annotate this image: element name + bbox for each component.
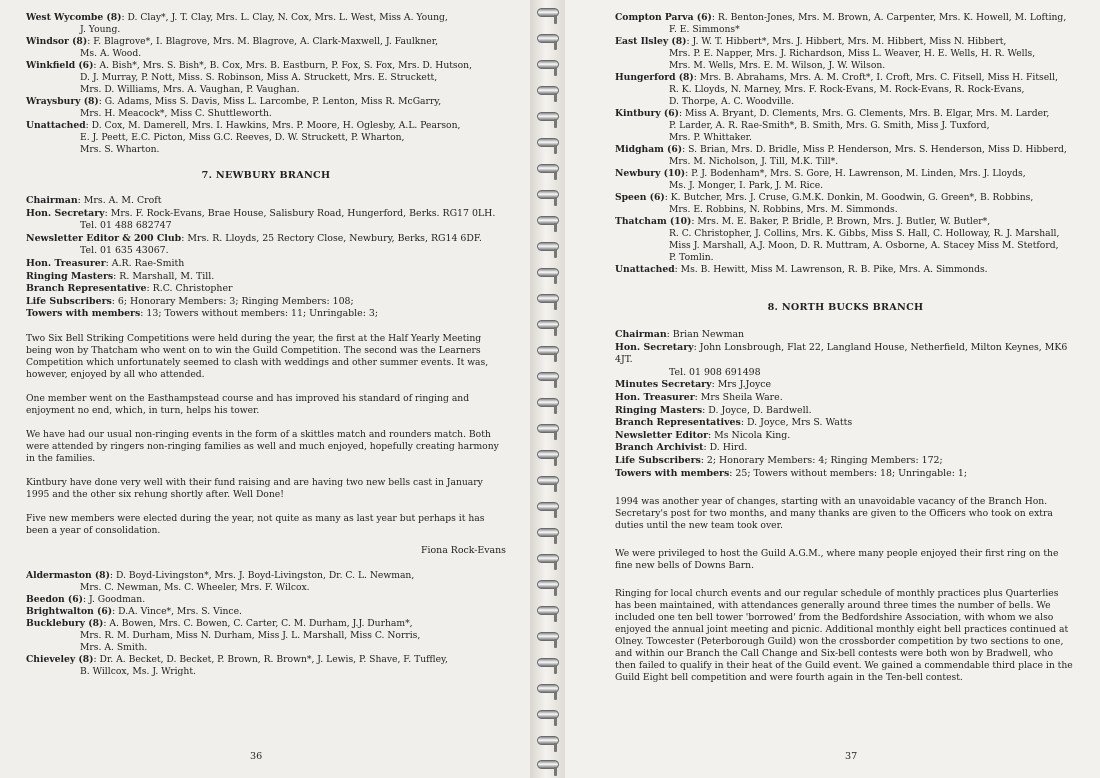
- binding-coil-icon: [537, 684, 559, 693]
- left-bottom-entries: [26, 570, 506, 678]
- tower-members-cont: Mrs. H. Meacock*, Miss C. Shuttleworth.: [80, 108, 272, 119]
- tower-members-cont: D. Thorpe, A. C. Woodville.: [669, 96, 795, 107]
- officer-label: Ringing Masters: [615, 404, 703, 416]
- officer-label: Life Subscribers: [615, 454, 701, 466]
- tower-members: : A. Bish*, Mrs. S. Bish*, B. Cox, Mrs. B. Eastburn, P. Fox, S. Fox, Mrs. D. Hutson,: [93, 60, 473, 71]
- officer-value: : Mrs. F. Rock-Evans, Brae House, Salisbury Road, Hungerford, Berks. RG17 0LH.: [104, 207, 496, 219]
- binding-coil-icon: [537, 112, 559, 121]
- tower-name: Aldermaston (8): [26, 569, 110, 581]
- officer-value: : 13; Towers without members: 11; Unringable: 3;: [140, 308, 378, 320]
- officer-value: : 25; Towers without members: 18; Unringable: 1;: [729, 467, 967, 479]
- tower-name: Windsor (8): [26, 36, 88, 47]
- officer-label: Newsletter Editor: [615, 429, 709, 441]
- report-paragraph: 1994 was another year of changes, starting with an unavoidable vacancy of the Branch Hon. Secretary's post for two months, and many thanks are given to the Officers who took on extra duties until the new team took over.: [615, 496, 1053, 532]
- binding-coil-icon: [537, 60, 559, 69]
- tower-members-cont: Mrs. M. Nicholson, J. Till, M.K. Till*.: [669, 156, 839, 167]
- officer-line: [26, 208, 506, 233]
- officer-label: Life Subscribers: [26, 295, 112, 307]
- tower-entry: [26, 60, 506, 96]
- tower-name: Winkfield (6): [26, 60, 94, 71]
- officer-line: [26, 233, 506, 258]
- officer-value: : D. Hird.: [703, 442, 748, 454]
- report-paragraph: One member went on the Easthampstead course and has improved his standard of ringing and enjoyment no end, which, in turn, helps his tower.: [26, 392, 470, 416]
- officer-value-cont: Tel. 01 488 682747: [80, 220, 172, 232]
- tower-members-cont: Mrs. M. Wells, Mrs. E. M. Wilson, J. W. Wilson.: [669, 60, 886, 71]
- binding-coil-icon: [537, 242, 559, 251]
- officer-label: Hon. Secretary: [615, 341, 694, 353]
- tower-members: : Dr. A. Becket, D. Becket, P. Brown, R. Brown*, J. Lewis, P. Shave, F. Tuffley,: [93, 653, 448, 665]
- officer-label: Hon. Treasurer: [26, 257, 106, 269]
- officer-value: : Mrs. R. Lloyds, 25 Rectory Close, Newbury, Berks, RG14 6DF.: [181, 232, 482, 244]
- officer-value-cont: Tel. 01 635 43067.: [80, 245, 169, 257]
- tower-name: Kintbury (6): [615, 108, 679, 119]
- officer-label: Hon. Secretary: [26, 207, 105, 219]
- officer-value-cont: Tel. 01 908 691498: [669, 366, 761, 378]
- tower-members: : G. Adams, Miss S. Davis, Miss L. Larcombe, P. Lenton, Miss R. McGarry,: [98, 96, 442, 107]
- tower-members: : Mrs. M. E. Baker, P. Bridle, P. Brown, Mrs. J. Butler, W. Butler*,: [691, 216, 991, 227]
- tower-entry: [615, 36, 1076, 72]
- binding-coil-icon: [537, 34, 559, 43]
- officer-label: Branch Representative: [26, 283, 147, 295]
- tower-entry: [26, 606, 506, 618]
- tower-entry: [26, 570, 506, 594]
- tower-members-cont: Mrs. P. Whittaker.: [669, 132, 752, 143]
- tower-members-cont: F. E. Simmons*: [669, 24, 740, 35]
- binding-coil-icon: [537, 86, 559, 95]
- officer-value: : D. Joyce, D. Bardwell.: [702, 404, 812, 416]
- tower-entry: [615, 72, 1076, 108]
- right-top-entries: [615, 12, 1076, 276]
- left-page: [0, 0, 530, 778]
- tower-entry: [26, 12, 506, 36]
- officer-line: [615, 455, 1076, 468]
- binding-coil-icon: [537, 294, 559, 303]
- officer-value: : D. Joyce, Mrs S. Watts: [740, 417, 853, 429]
- officer-value: : Ms Nicola King.: [708, 429, 791, 441]
- officer-label: Chairman: [615, 329, 667, 340]
- report-paragraph: Ringing for local church events and our regular schedule of monthly practices plus Quarterlies has been maintained, with attendances generally around three times the number of bells. We included one ten bell tower 'borrowed' from the Bedfordshire Association, with whom we also enjoyed the annual joint meeting and picnic. Additional monthly eight bell practices continued at Olney. Towcester (Peterborough Guild) won the crossborder competition by two sections to one, and within our Branch the Call Change and Six-bell contests were both won by Bradwell, who then failed to qualify in their heat of the Guild event. We gained a commendable third place in the Guild Eight bell competition and were fourth again in the Ten-bell contest.: [615, 588, 1073, 684]
- tower-members-cont: Mrs. C. Newman, Ms. C. Wheeler, Mrs. F. Wilcox.: [80, 581, 310, 593]
- tower-name: Chieveley (8): [26, 653, 94, 665]
- officer-line: [615, 405, 1076, 418]
- tower-members: : F. Blagrove*, I. Blagrove, Mrs. M. Blagrove, A. Clark-Maxwell, J. Faulkner,: [87, 36, 438, 47]
- officer-value: : Mrs. A. M. Croft: [77, 195, 162, 206]
- tower-entry: [615, 216, 1076, 264]
- officer-line: [615, 417, 1076, 430]
- officer-line: [615, 430, 1076, 443]
- officer-line: [26, 296, 506, 309]
- tower-members: : A. Bowen, Mrs. C. Bowen, C. Carter, C. M. Durham, J.J. Durham*,: [103, 617, 413, 629]
- officer-line: [26, 258, 506, 271]
- tower-members-cont: Mrs. E. Robbins, N. Robbins, Mrs. M. Simmonds.: [669, 204, 898, 215]
- binding-coil-icon: [537, 632, 559, 641]
- binding-coil-icon: [537, 8, 559, 17]
- tower-members-cont: D. J. Murray, P. Nott, Miss. S. Robinson, Miss A. Struckett, Mrs. E. Struckett,: [80, 72, 438, 83]
- tower-members-cont: Mrs. P. E. Napper, Mrs. J. Richardson, Miss L. Weaver, H. E. Wells, H. R. Wells,: [669, 48, 1036, 59]
- right-page: [565, 0, 1100, 778]
- officer-line: [615, 329, 1076, 342]
- tower-members-cont: P. Larder, A. R. Rae-Smith*, B. Smith, Mrs. G. Smith, Miss J. Tuxford,: [669, 120, 990, 131]
- tower-members-cont: P. Tomlin.: [669, 252, 714, 263]
- tower-entry: [26, 120, 506, 156]
- left-top-entries: [26, 12, 506, 156]
- tower-members-cont: R. C. Christopher, J. Collins, Mrs. K. Gibbs, Miss S. Hall, C. Holloway, R. J. Marshall,: [669, 228, 1060, 239]
- tower-members: : D.A. Vince*, Mrs. S. Vince.: [112, 605, 242, 617]
- officer-label: Ringing Masters: [26, 270, 114, 282]
- officer-value: : Mrs J.Joyce: [711, 379, 772, 391]
- tower-name: Beedon (6): [26, 593, 83, 605]
- tower-name: Midgham (6): [615, 144, 683, 155]
- tower-members: : D. Boyd-Livingston*, Mrs. J. Boyd-Livingston, Dr. C. L. Newman,: [109, 569, 415, 581]
- section-heading: 7. NEWBURY BRANCH: [201, 170, 331, 181]
- tower-name: Newbury (10): [615, 168, 686, 179]
- officer-line: [26, 308, 506, 321]
- officer-label: Hon. Treasurer: [615, 391, 695, 403]
- tower-name: Bucklebury (8): [26, 617, 104, 629]
- officer-line: [26, 271, 506, 284]
- binding-coil-icon: [537, 164, 559, 173]
- tower-name: Unattached: [26, 120, 86, 131]
- report-paragraph: Kintbury have done very well with their fund raising and are having two new bells cast in January 1995 and the other six rehung shortly after. Well Done!: [26, 476, 483, 500]
- branch-officers: [26, 195, 506, 321]
- officer-value: : Mrs Sheila Ware.: [694, 391, 783, 403]
- tower-members-cont: Mrs. D. Williams, Mrs. A. Vaughan, P. Vaughan.: [80, 84, 300, 95]
- tower-members: : Mrs. B. Abrahams, Mrs. A. M. Croft*, I. Croft, Mrs. C. Fitsell, Miss H. Fitsell,: [693, 72, 1058, 83]
- officer-value: : Brian Newman: [666, 329, 745, 340]
- binding-coil-icon: [537, 190, 559, 199]
- tower-entry: [26, 618, 506, 654]
- tower-members-cont: B. Willcox, Ms. J. Wright.: [80, 665, 196, 677]
- tower-members-cont: Mrs. R. M. Durham, Miss N. Durham, Miss J. L. Marshall, Miss C. Norris,: [80, 629, 421, 641]
- officer-value: : John Lonsbrough, Flat 22, Langland House, Netherfield, Milton Keynes, MK6 4JT.: [615, 341, 1068, 366]
- officer-label: Branch Archivist: [615, 442, 704, 454]
- tower-members: : Miss A. Bryant, D. Clements, Mrs. G. Clements, Mrs. B. Elgar, Mrs. M. Larder,: [678, 108, 1050, 119]
- tower-members: : D. Cox, M. Damerell, Mrs. I. Hawkins, Mrs. P. Moore, H. Oglesby, A.L. Pearson,: [85, 120, 461, 131]
- tower-name: West Wycombe (8): [26, 12, 122, 23]
- officer-line: [615, 442, 1076, 455]
- tower-members-cont: E. J. Peett, E.C. Picton, Miss G.C. Reeves, D. W. Struckett, P. Wharton,: [80, 132, 405, 143]
- officer-value: : 2; Honorary Members: 4; Ringing Members: 172;: [700, 454, 943, 466]
- tower-entry: [615, 108, 1076, 144]
- tower-members-cont: Mrs. A. Smith.: [80, 641, 148, 653]
- officer-value: : R. Marshall, M. Till.: [113, 270, 215, 282]
- officer-value: : 6; Honorary Members: 3; Ringing Members: 108;: [111, 295, 354, 307]
- report-paragraph: We have had our usual non-ringing events in the form of a skittles match and rounders match. Both were attended by ringers non-ringing families as well and much enjoyed, hopefully creating harmony in the families.: [26, 428, 499, 464]
- branch-report: [26, 333, 506, 556]
- tower-members-cont: J. Young.: [80, 24, 121, 35]
- officer-label: Towers with members: [615, 467, 730, 479]
- tower-members-cont: Mrs. S. Wharton.: [80, 144, 160, 155]
- tower-name: Thatcham (10): [615, 216, 692, 227]
- officer-value: : R.C. Christopher: [146, 283, 233, 295]
- tower-entry: [615, 168, 1076, 192]
- tower-members-cont: R. K. Lloyds, N. Marney, Mrs. F. Rock-Evans, M. Rock-Evans, R. Rock-Evans,: [669, 84, 1025, 95]
- binding-coil-icon: [537, 320, 559, 329]
- officer-value: : A.R. Rae-Smith: [105, 257, 185, 269]
- tower-entry: [26, 654, 506, 678]
- binding-coil-icon: [537, 554, 559, 563]
- tower-members: : R. Benton-Jones, Mrs. M. Brown, A. Carpenter, Mrs. K. Howell, M. Lofting,: [711, 12, 1067, 23]
- tower-members: : K. Butcher, Mrs. J. Cruse, G.M.K. Donkin, M. Goodwin, G. Green*, B. Robbins,: [664, 192, 1034, 203]
- tower-members-cont: Ms. J. Monger, I. Park, J. M. Rice.: [669, 180, 824, 191]
- officer-label: Minutes Secretary: [615, 379, 712, 391]
- binding-coil-icon: [537, 138, 559, 147]
- officer-line: [615, 468, 1076, 481]
- page-number: 37: [845, 751, 858, 762]
- report-paragraph: Two Six Bell Striking Competitions were held during the year, the first at the Half Yearly Meeting being won by Thatcham who went on to win the Guild Competition. The second was the Learners Competition which unfortunately seemed to clash with weddings and other summer events. It was, however, enjoyed by all who attended.: [26, 332, 489, 380]
- tower-members-cont: Ms. A. Wood.: [80, 48, 142, 59]
- binding-coil-icon: [537, 450, 559, 459]
- tower-members: : J. W. T. Hibbert*, Mrs. J. Hibbert, Mrs. M. Hibbert, Miss N. Hibbert,: [686, 36, 1007, 47]
- binding-coil-icon: [537, 528, 559, 537]
- page-number: 36: [250, 751, 263, 762]
- tower-entry: [26, 594, 506, 606]
- binding-coil-icon: [537, 658, 559, 667]
- spiral-binding: [530, 0, 565, 778]
- binding-coil-icon: [537, 216, 559, 225]
- binding-coil-icon: [537, 424, 559, 433]
- officer-label: Branch Representatives: [615, 417, 741, 429]
- report-signature: Fiona Rock-Evans: [421, 544, 506, 556]
- officer-line: [615, 392, 1076, 405]
- binding-coil-icon: [537, 502, 559, 511]
- report-paragraph: We were privileged to host the Guild A.G.M., where many people enjoyed their first ring on the fine new bells of Downs Barn.: [615, 548, 1059, 572]
- section-heading: 8. NORTH BUCKS BRANCH: [767, 302, 924, 313]
- tower-name: Compton Parva (6): [615, 12, 712, 23]
- officer-line: [615, 379, 1076, 392]
- tower-name: Unattached: [615, 264, 675, 275]
- tower-entry: [615, 192, 1076, 216]
- tower-entry: [615, 144, 1076, 168]
- tower-name: East Ilsley (8): [615, 36, 687, 47]
- officer-line: [615, 342, 1076, 380]
- binding-coil-icon: [537, 372, 559, 381]
- tower-name: Speen (6): [615, 192, 665, 203]
- officer-line: [26, 195, 506, 208]
- tower-members-cont: Miss J. Marshall, A.J. Moon, D. R. Muttram, A. Osborne, A. Stacey Miss M. Stetford,: [669, 240, 1059, 251]
- binding-coil-icon: [537, 476, 559, 485]
- tower-members: : S. Brian, Mrs. D. Bridle, Miss P. Henderson, Mrs. S. Henderson, Miss D. Hibberd,: [682, 144, 1067, 155]
- branch-report: [615, 496, 1076, 684]
- binding-coil-icon: [537, 760, 559, 769]
- binding-coil-icon: [537, 606, 559, 615]
- binding-coil-icon: [537, 736, 559, 745]
- officer-line: [26, 283, 506, 296]
- tower-members: : P. J. Bodenham*, Mrs. S. Gore, H. Lawrenson, M. Linden, Mrs. J. Lloyds,: [685, 168, 1026, 179]
- tower-entry: [615, 12, 1076, 36]
- branch-officers: [615, 329, 1076, 480]
- tower-members: : D. Clay*, J. T. Clay, Mrs. L. Clay, N. Cox, Mrs. L. West, Miss A. Young,: [121, 12, 448, 23]
- officer-label: Chairman: [26, 195, 78, 206]
- tower-entry: [26, 36, 506, 60]
- binding-coil-icon: [537, 580, 559, 589]
- tower-name: Brightwalton (6): [26, 605, 113, 617]
- tower-members: : Ms. B. Hewitt, Miss M. Lawrenson, R. B. Pike, Mrs. A. Simmonds.: [674, 264, 988, 275]
- officer-label: Towers with members: [26, 308, 141, 320]
- tower-members: : J. Goodman.: [82, 593, 146, 605]
- tower-entry: [615, 264, 1076, 276]
- binding-coil-icon: [537, 398, 559, 407]
- tower-name: Hungerford (8): [615, 72, 694, 83]
- binding-coil-icon: [537, 268, 559, 277]
- report-paragraph: Five new members were elected during the year, not quite as many as last year but perhaps it has been a year of consolidation.: [26, 512, 485, 536]
- tower-entry: [26, 96, 506, 120]
- officer-label: Newsletter Editor & 200 Club: [26, 232, 182, 244]
- tower-name: Wraysbury (8): [26, 96, 99, 107]
- binding-coil-icon: [537, 346, 559, 355]
- binding-coil-icon: [537, 710, 559, 719]
